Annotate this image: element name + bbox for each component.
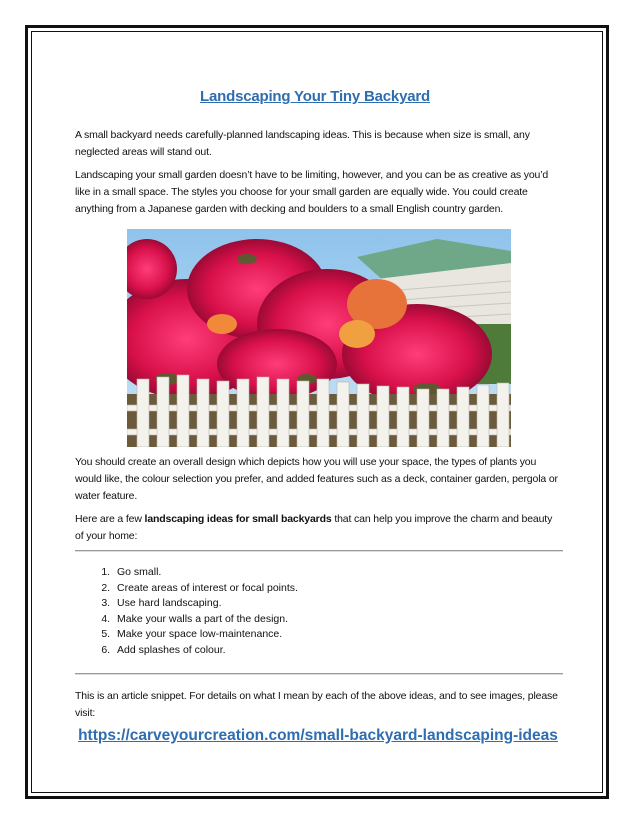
divider-top	[75, 550, 563, 552]
list-item: 2. Create areas of interest or focal points.	[113, 581, 563, 597]
list-item: 3. Use hard landscaping.	[113, 596, 563, 612]
ideas-list	[75, 565, 563, 659]
list-item: 4. Make your walls a part of the design.	[113, 612, 563, 628]
list-item: 1. Go small.	[113, 565, 563, 581]
ideas-intro-bold: landscaping ideas for small backyards	[144, 513, 332, 525]
article-title: Landscaping Your Tiny Backyard	[200, 88, 430, 105]
article-link[interactable]: https://carveyourcreation.com/small-backyard-landscaping-ideas	[78, 726, 558, 744]
intro-paragraph: A small backyard needs carefully-planned landscaping ideas. This is because when size is small, any neglected areas will stand out.	[75, 129, 530, 158]
ideas-intro-lead: Here are a few	[75, 513, 145, 525]
garden-photo	[127, 229, 511, 447]
design-paragraph: You should create an overall design which depicts how you will use your space, the types of plants you would like, the colour selection you prefer, and added features such as a deck, container garden, pergola or water feature.	[75, 456, 558, 502]
styles-paragraph: Landscaping your small garden doesn’t have to be limiting, however, and you can be as creative as you’d like in a small space. The styles you choose for your small garden are equally wide. You could create anything from a Japanese garden with decking and boulders to a small English country garden.	[75, 169, 549, 215]
article	[75, 88, 563, 745]
divider-bottom	[75, 673, 563, 675]
list-item: 6. Add splashes of colour.	[113, 643, 563, 659]
ideas-intro-tail: that can help you improve the charm and beauty of your home:	[75, 513, 553, 542]
snippet-note: This is an article snippet. For details on what I mean by each of the above ideas, and to see images, please visit:	[75, 689, 558, 719]
ideas-intro-paragraph	[75, 511, 563, 545]
list-item: 5. Make your space low-maintenance.	[113, 627, 563, 643]
